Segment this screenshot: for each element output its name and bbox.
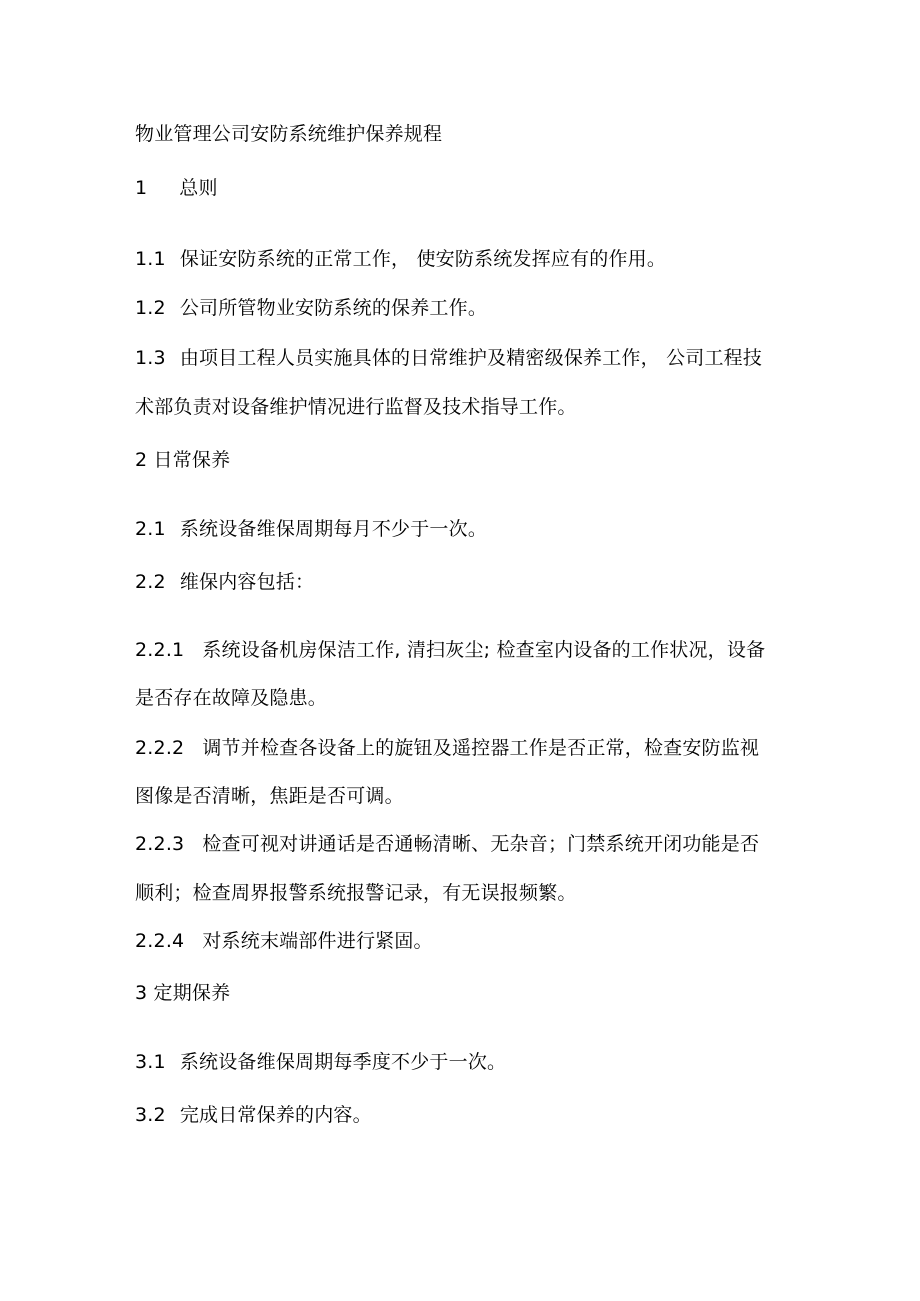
clause-2-2-2-line-1 <box>135 736 759 760</box>
clause-number: 2.2.3 <box>135 833 185 855</box>
clause-text: 由项目工程人员实施具体的日常维护及精密级保养工作， 公司工程技 <box>179 347 763 369</box>
section-heading-3 <box>135 981 230 1005</box>
clause-1-2 <box>135 296 487 320</box>
clause-text: 系统设备维保周期每月不少于一次。 <box>179 518 488 540</box>
clause-text: 保证安防系统的正常工作， 使安防系统发挥应有的作用。 <box>179 248 667 270</box>
clause-text: 对系统末端部件进行紧固。 <box>202 930 433 952</box>
clause-number: 2.1 <box>135 518 166 540</box>
clause-number: 1.2 <box>135 297 166 319</box>
clause-number: 3.2 <box>135 1104 166 1126</box>
section-heading-1 <box>135 176 218 200</box>
title-text: 物业管理公司安防系统维护保养规程 <box>135 123 443 145</box>
clause-text: 检查可视对讲通话是否通畅清晰、无杂音；门禁系统开闭功能是否 <box>202 833 760 855</box>
clause-number: 2.2 <box>135 571 166 593</box>
clause-2-2-2-line-2 <box>135 784 404 808</box>
clause-2-2 <box>135 570 314 594</box>
clause-2-2-4 <box>135 929 433 953</box>
document-title <box>135 122 442 146</box>
clause-text: 系统设备维保周期每季度不少于一次。 <box>179 1051 507 1073</box>
clause-1-3-line-2 <box>135 395 577 419</box>
section-heading-2 <box>135 448 230 472</box>
clause-text: 系统设备机房保洁工作, 清扫灰尘; 检查室内设备的工作状况，设备 <box>202 639 766 661</box>
section-title: 2 日常保养 <box>135 449 231 471</box>
section-title: 3 定期保养 <box>135 982 231 1004</box>
clause-3-1 <box>135 1050 506 1074</box>
clause-text: 完成日常保养的内容。 <box>179 1104 372 1126</box>
clause-number: 2.2.4 <box>135 930 185 952</box>
clause-2-1 <box>135 517 487 541</box>
clause-1-1 <box>135 247 666 271</box>
clause-1-3-line-1 <box>135 346 762 370</box>
clause-2-2-3-line-2 <box>135 881 577 905</box>
clause-text-continued: 术部负责对设备维护情况进行监督及技术指导工作。 <box>135 396 577 418</box>
clause-2-2-1-line-2 <box>135 686 327 710</box>
clause-number: 1.3 <box>135 347 166 369</box>
clause-text: 调节并检查各设备上的旋钮及遥控器工作是否正常，检查安防监视 <box>202 737 760 759</box>
clause-number: 1.1 <box>135 248 166 270</box>
clause-text-continued: 顺利；检查周界报警系统报警记录，有无误报频繁。 <box>135 882 577 904</box>
clause-number: 3.1 <box>135 1051 166 1073</box>
section-number: 1 <box>135 177 148 199</box>
clause-3-2 <box>135 1103 372 1127</box>
clause-2-2-3-line-1 <box>135 832 759 856</box>
clause-number: 2.2.2 <box>135 737 185 759</box>
section-title: 总则 <box>179 177 218 199</box>
clause-text-continued: 图像是否清晰，焦距是否可调。 <box>135 785 404 807</box>
clause-text: 维保内容包括： <box>179 571 315 593</box>
clause-text-continued: 是否存在故障及隐患。 <box>135 687 328 709</box>
clause-text: 公司所管物业安防系统的保养工作。 <box>179 297 488 319</box>
clause-2-2-1-line-1 <box>135 638 765 662</box>
clause-number: 2.2.1 <box>135 639 185 661</box>
